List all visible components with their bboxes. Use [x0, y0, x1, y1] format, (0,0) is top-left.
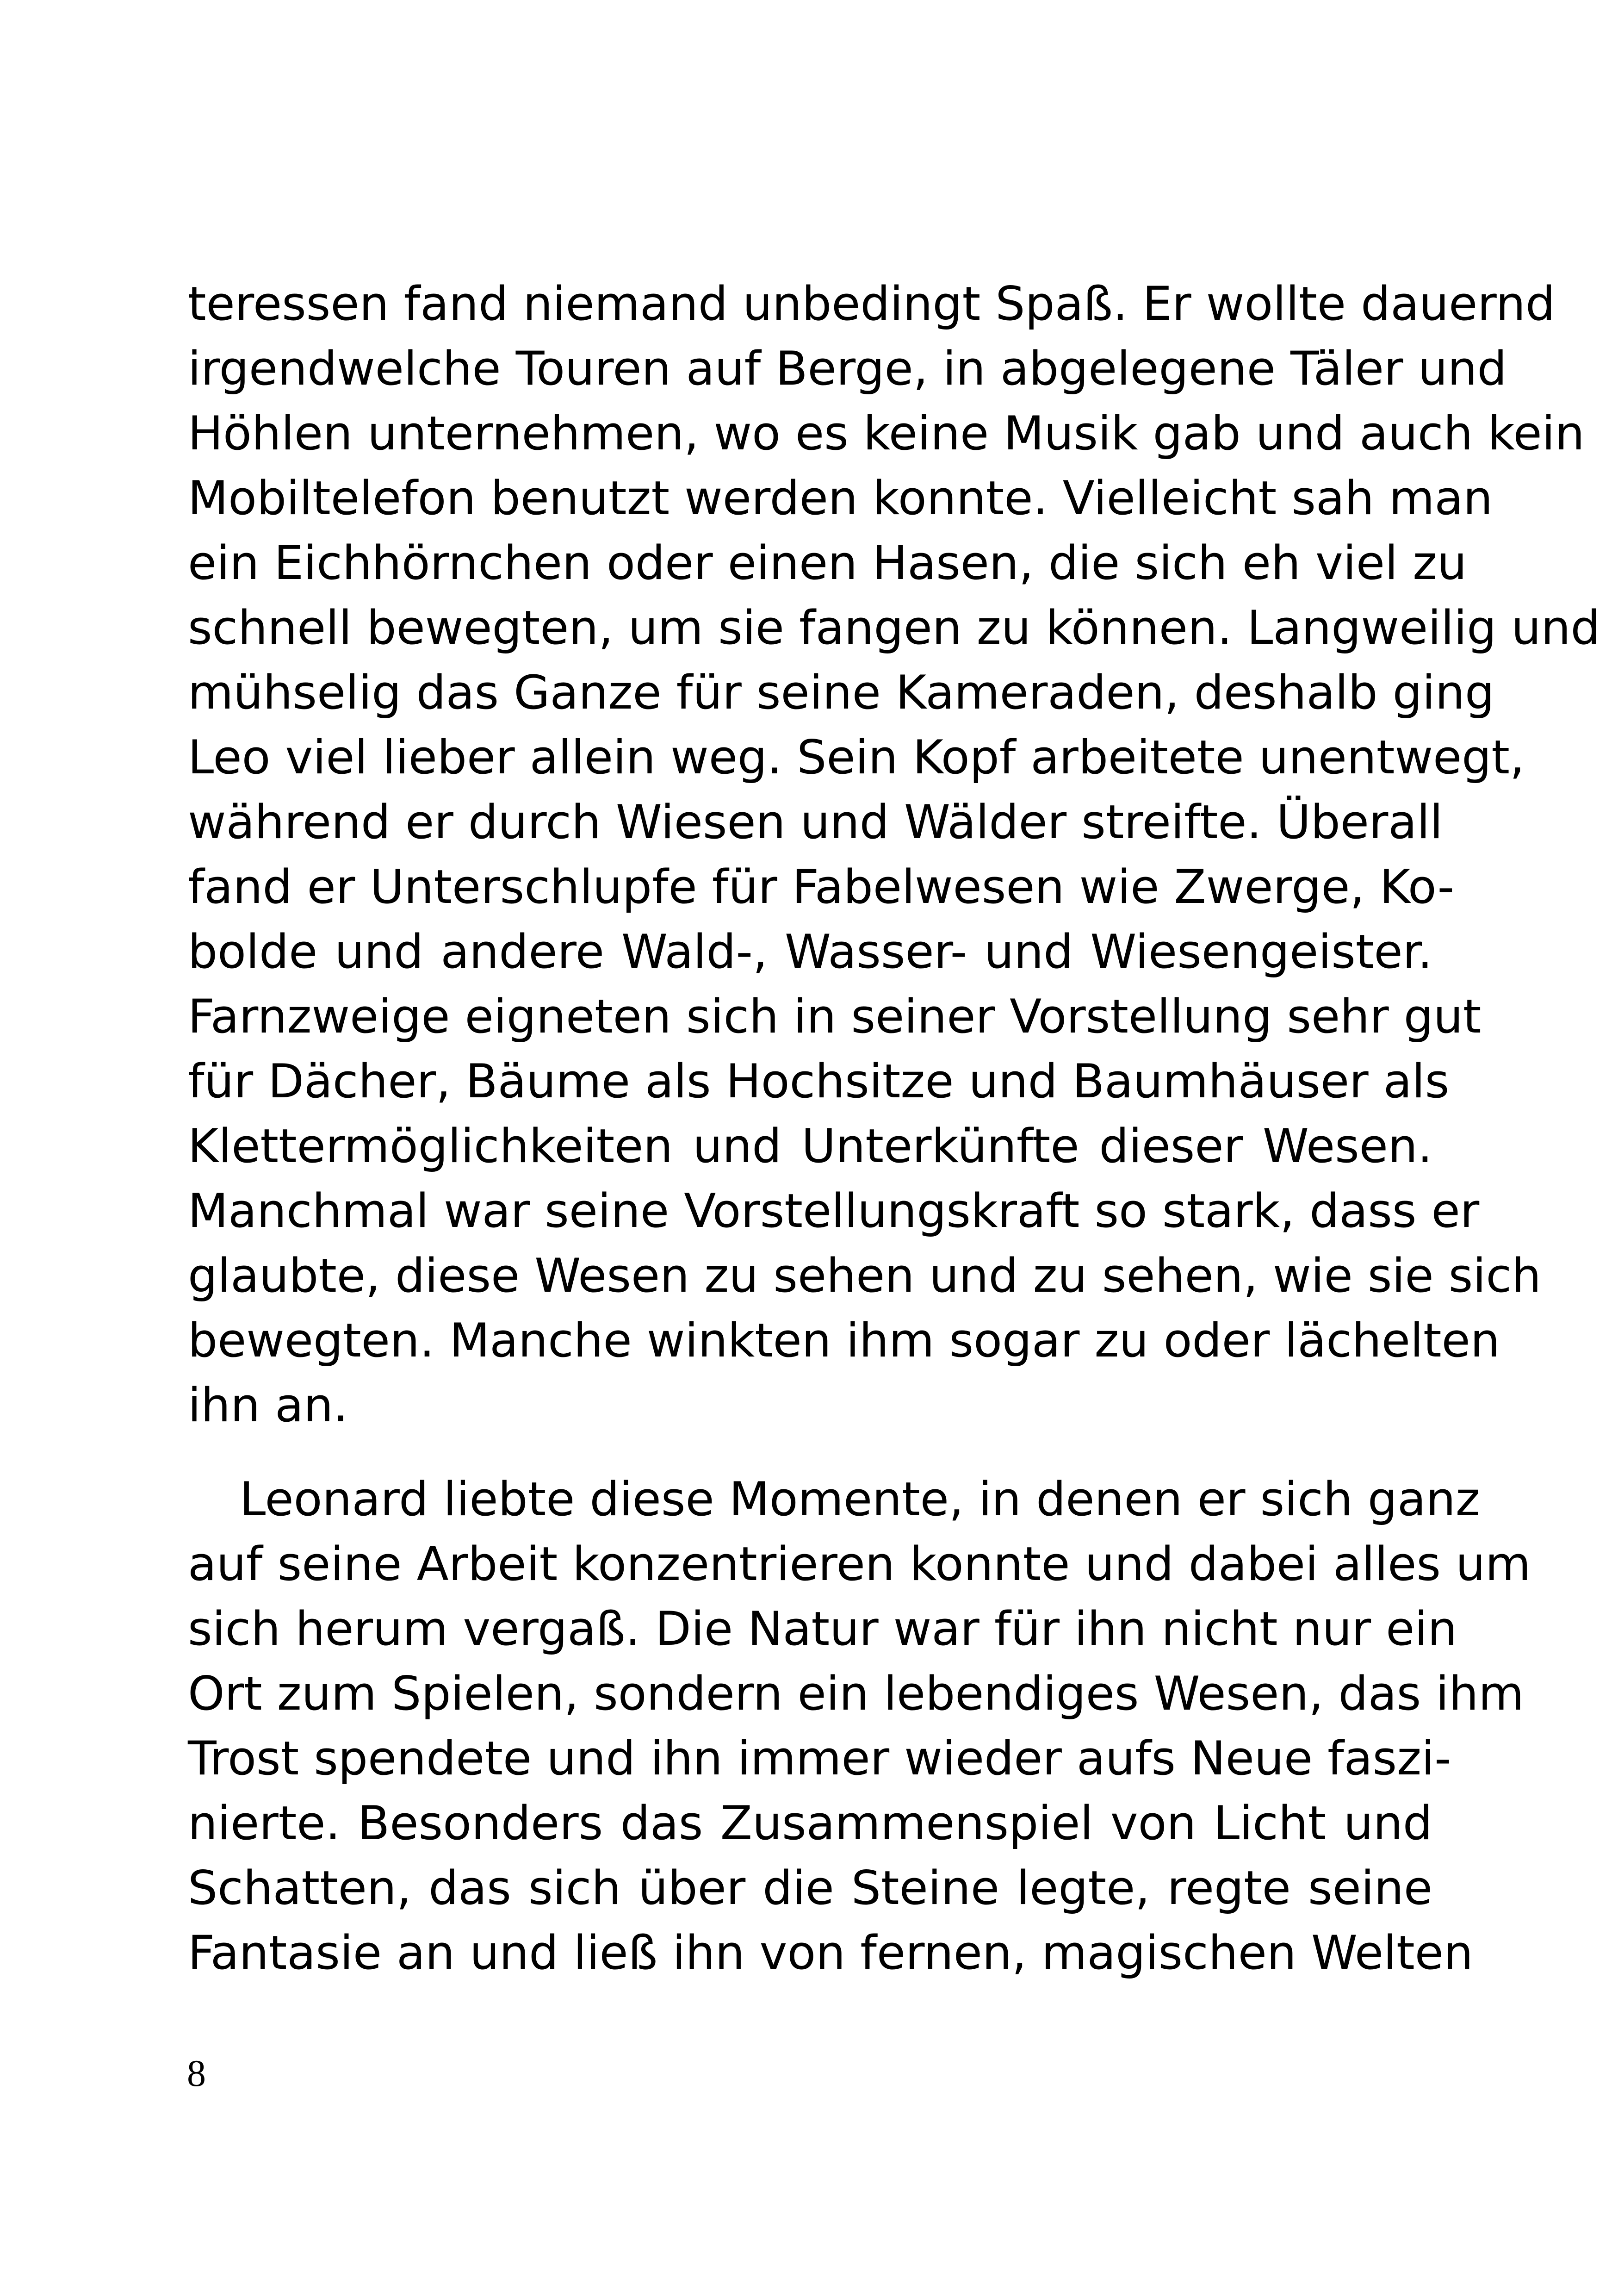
text-line: Schatten, das sich über die Steine legte, regte seine [188, 1860, 1432, 1915]
text-line: sich herum vergaß. Die Natur war für ihn nicht nur ein [188, 1601, 1457, 1656]
paragraph-spacer [188, 1437, 1432, 1467]
text-line: Trost spendete und ihn immer wieder aufs Neue faszi- [188, 1731, 1451, 1786]
paragraph-2 [188, 1467, 1531, 1985]
text-line: bewegten. Manche winkten ihm sogar zu oder lächelten [188, 1313, 1500, 1368]
text-line: nierte. Besonders das Zusammenspiel von Licht und [188, 1796, 1432, 1850]
text-line: teressen fand niemand unbedingt Spaß. Er wollte dauernd [188, 276, 1556, 331]
text-line: fand er Unterschlupfe für Fabelwesen wie Zwerge, Ko- [188, 859, 1455, 914]
text-line: für Dächer, Bäume als Hochsitze und Baumhäuser als [188, 1054, 1450, 1108]
text-line: während er durch Wiesen und Wälder streifte. Überall [188, 795, 1443, 849]
text-line: Manchmal war seine Vorstellungskraft so stark, dass er [188, 1183, 1480, 1238]
text-line: Mobiltelefon benutzt werden konnte. Vielleicht sah man [188, 471, 1493, 525]
paragraph-1 [188, 271, 1600, 1437]
text-line: ihn an. [188, 1378, 348, 1432]
text-line: irgendwelche Touren auf Berge, in abgelegene Täler und [188, 341, 1507, 396]
text-line: auf seine Arbeit konzentrieren konnte und dabei alles um [188, 1537, 1531, 1591]
text-line: Leonard liebte diese Momente, in denen er sich ganz [240, 1472, 1480, 1526]
text-line: bolde und andere Wald-, Wasser- und Wiesengeister. [188, 924, 1432, 979]
text-line: ein Eichhörnchen oder einen Hasen, die sich eh viel zu [188, 535, 1467, 590]
text-line: Leo viel lieber allein weg. Sein Kopf arbeitete unentwegt, [188, 730, 1525, 784]
text-line: Ort zum Spielen, sondern ein lebendiges Wesen, das ihm [188, 1666, 1524, 1721]
text-line: glaubte, diese Wesen zu sehen und zu sehen, wie sie sich [188, 1248, 1542, 1303]
body-text [188, 271, 1600, 1985]
text-line: Höhlen unternehmen, wo es keine Musik gab und auch kein [188, 406, 1585, 460]
text-line: schnell bewegten, um sie fangen zu können. Langweilig und [188, 600, 1600, 655]
text-line: Fantasie an und ließ ihn von fernen, magischen Welten [188, 1925, 1473, 1980]
text-line: Farnzweige eigneten sich in seiner Vorstellung sehr gut [188, 989, 1482, 1044]
text-line: Klettermöglichkeiten und Unterkünfte dieser Wesen. [188, 1119, 1432, 1173]
page-number: 8 [187, 2052, 206, 2094]
text-line: mühselig das Ganze für seine Kameraden, deshalb ging [188, 665, 1495, 720]
